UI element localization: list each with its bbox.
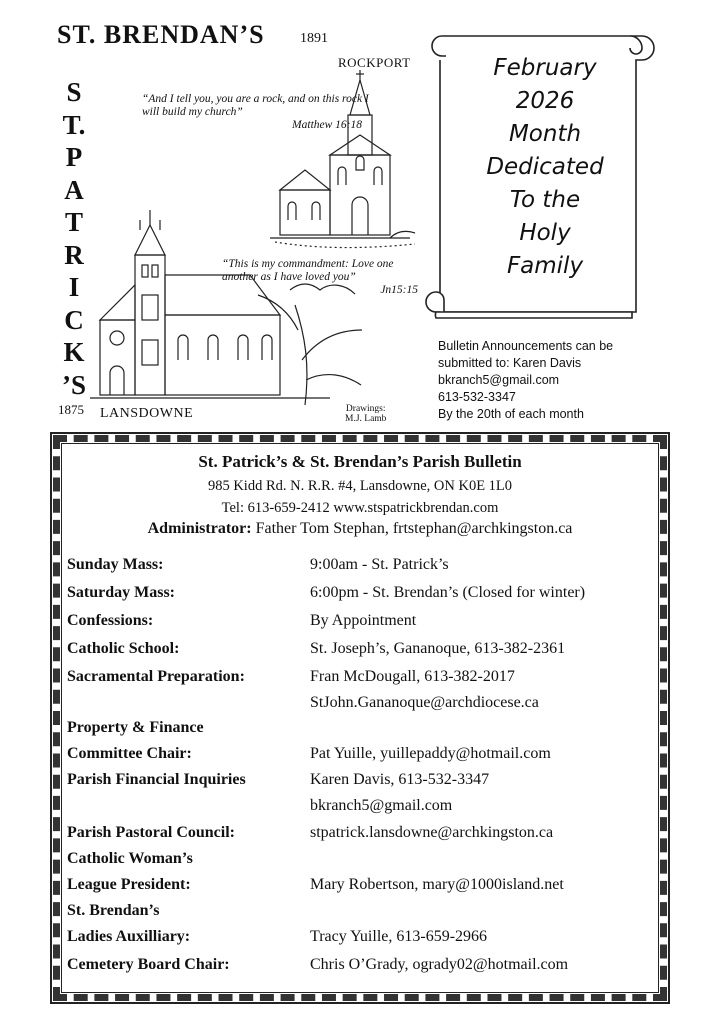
- lansdowne-label: LANSDOWNE: [100, 406, 194, 421]
- confessions-label: [67, 608, 153, 634]
- ladies-auxilliary-value: [310, 924, 487, 950]
- row-label-text: Parish Pastoral Council:: [67, 824, 235, 841]
- administrator-line: [61, 520, 659, 538]
- quote-reference: Matthew 16:18: [292, 119, 362, 131]
- row-label-text: Cemetery Board Chair:: [67, 956, 230, 973]
- dedication-line: Month: [508, 121, 582, 147]
- confessions-value: [310, 608, 416, 634]
- submission-deadline: By the 20th of each month: [438, 407, 584, 421]
- row-label-text: Parish Financial Inquiries: [67, 771, 246, 788]
- row-value-text: Chris O’Grady, ogrady02@hotmail.com: [310, 956, 569, 973]
- pastoral-council-label: [67, 820, 235, 846]
- submission-line: Bulletin Announcements can be: [438, 339, 614, 353]
- administrator-label: Administrator:: [147, 520, 252, 537]
- administrator-value: Father Tom Stephan, frtstephan@archkingston.ca: [251, 520, 573, 537]
- patrick-letter: P: [65, 142, 83, 172]
- row-value-email[interactable]: stpatrick.lansdowne@archkingston.ca: [310, 824, 554, 841]
- patrick-letter: I: [68, 272, 80, 302]
- drawings-label: Drawings:: [345, 404, 386, 414]
- catholic-school-value: [310, 636, 565, 662]
- dedication-line: To the: [509, 187, 581, 213]
- row-label-text: Confessions:: [67, 612, 154, 629]
- st-patricks-year: 1875: [58, 402, 84, 417]
- cemetery-board-label: [67, 952, 230, 978]
- property-finance-label: [67, 715, 204, 767]
- row-value-text: 6:00pm - St. Brendan’s (Closed for winter): [310, 584, 586, 601]
- saturday-mass-label: [67, 580, 175, 606]
- property-finance-value: [310, 741, 551, 767]
- patrick-letter: T: [64, 207, 83, 237]
- patrick-letter: R: [64, 239, 84, 270]
- patrick-letter: K: [63, 337, 85, 367]
- quote-line: Love one another as I have loved you”: [222, 258, 394, 283]
- dedication-line: Holy: [519, 220, 571, 246]
- quote-line: this rock I will build my church”: [142, 93, 369, 118]
- sacramental-preparation-label: [67, 664, 245, 690]
- sunday-mass-label: [67, 552, 163, 578]
- row-value-email[interactable]: bkranch5@gmail.com: [310, 797, 453, 814]
- row-label-text: Saturday Mass:: [67, 584, 176, 601]
- submission-line: submitted to: Karen Davis: [438, 356, 582, 370]
- st-brendans-year: 1891: [300, 31, 328, 46]
- row-label-text: League President:: [67, 876, 191, 893]
- saturday-mass-value: [310, 580, 585, 606]
- quote-line: “And I tell you, you are a rock, and on: [142, 93, 320, 105]
- row-label-text: Catholic School:: [67, 640, 180, 657]
- patrick-letter: T.: [62, 109, 86, 140]
- patrick-letter: S: [66, 77, 82, 107]
- parish-address: 985 Kidd Rd. N. R.R. #4, Lansdowne, ON K0E 1L0: [207, 478, 513, 494]
- sunday-mass-value: [310, 552, 449, 578]
- row-value-text: By Appointment: [310, 612, 417, 629]
- drawings-artist: M.J. Lamb: [345, 414, 387, 424]
- patrick-letter: ’S: [61, 369, 86, 400]
- drawings-credit: [345, 404, 386, 424]
- row-value-text: Karen Davis, 613-532-3347: [310, 771, 490, 788]
- john-quote: [222, 258, 418, 297]
- row-value-text: 9:00am - St. Patrick’s: [310, 556, 449, 573]
- rockport-label: ROCKPORT: [338, 55, 411, 70]
- row-label-text: Sunday Mass:: [67, 556, 164, 573]
- matthew-quote: [142, 93, 370, 132]
- ladies-auxilliary-label: [67, 898, 190, 950]
- financial-inquiries-value: [310, 767, 489, 819]
- cwl-president-value: [310, 872, 564, 898]
- pastoral-council-value[interactable]: [310, 820, 553, 846]
- row-value-text: Fran McDougall, 613-382-2017: [310, 668, 515, 685]
- patrick-letter: A: [64, 174, 84, 205]
- st-patricks-church-drawing: [90, 210, 362, 405]
- submission-phone: 613-532-3347: [438, 390, 516, 404]
- row-label-text: Property & Finance: [67, 719, 204, 736]
- parish-phone-website: Tel: 613-659-2412 www.stspatrickbrendan.com: [221, 500, 499, 516]
- row-label-text: Catholic Woman’s: [67, 850, 193, 867]
- quote-line: “This is my commandment:: [222, 258, 349, 270]
- patrick-letter: C: [64, 304, 84, 335]
- cwl-president-label: [67, 846, 193, 898]
- row-label-text: Ladies Auxilliary:: [67, 928, 191, 945]
- bulletin-submission-note: [438, 338, 718, 423]
- dedication-line: Family: [506, 253, 584, 279]
- bulletin-title: St. Patrick’s & St. Brendan’s Parish Bulletin: [198, 452, 522, 471]
- row-value-text: Tracy Yuille, 613-659-2966: [310, 928, 488, 945]
- catholic-school-label: [67, 636, 179, 662]
- row-value-text: Pat Yuille, yuillepaddy@hotmail.com: [310, 745, 551, 762]
- dedication-line: February: [493, 55, 597, 81]
- dedication-line: Dedicated: [486, 154, 604, 180]
- submission-email[interactable]: bkranch5@gmail.com: [438, 373, 560, 387]
- st-patricks-vertical-title: [58, 76, 90, 401]
- sacramental-preparation-value: [310, 664, 539, 716]
- row-label-text: Committee Chair:: [67, 745, 192, 762]
- cemetery-board-value: [310, 952, 568, 978]
- dedication-line: 2026: [515, 88, 575, 114]
- quote-reference: Jn15:15: [380, 284, 418, 296]
- row-label-text: St. Brendan’s: [67, 902, 160, 919]
- st-brendans-title: ST. BRENDAN’S: [57, 20, 265, 49]
- row-value-text: St. Joseph’s, Gananoque, 613-382-2361: [310, 640, 566, 657]
- row-label-text: Sacramental Preparation:: [67, 668, 245, 685]
- month-dedication-text: [452, 52, 638, 283]
- financial-inquiries-label: [67, 767, 246, 793]
- row-value-text: Mary Robertson, mary@1000island.net: [310, 876, 564, 893]
- row-value-email[interactable]: StJohn.Gananoque@archdiocese.ca: [310, 694, 539, 711]
